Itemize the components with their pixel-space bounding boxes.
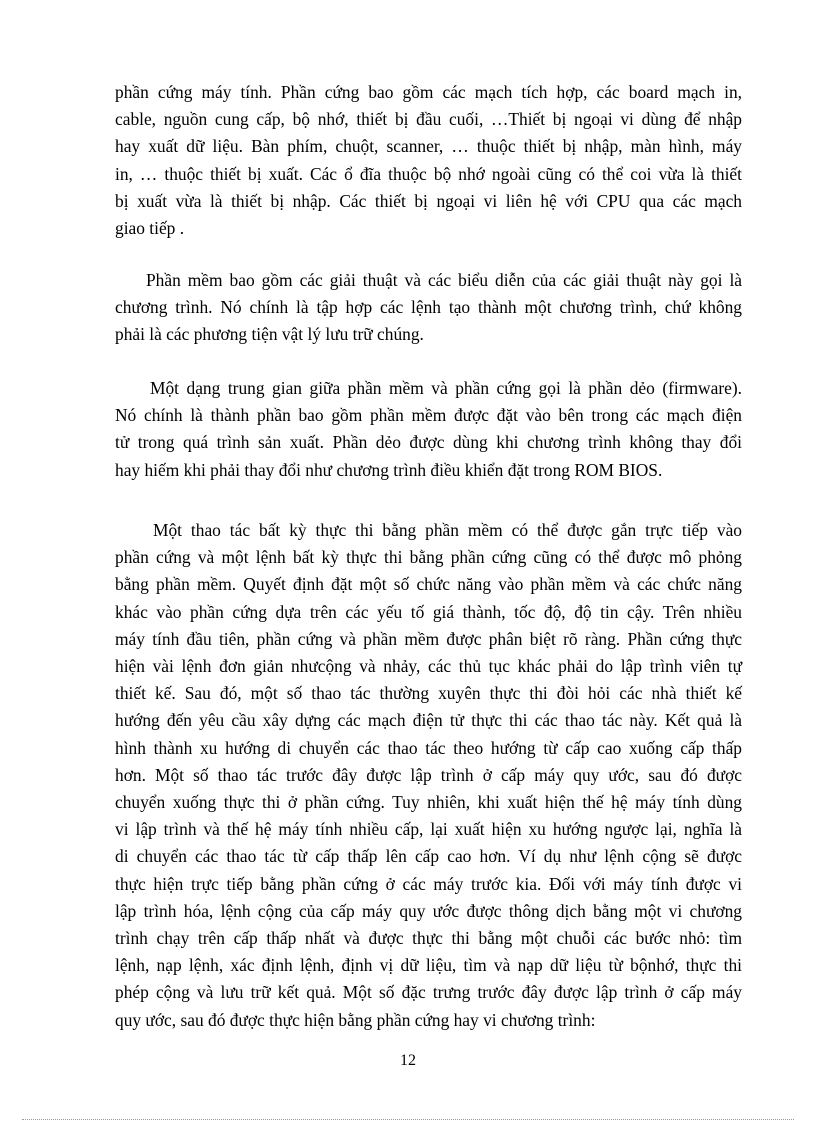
text-line: Phần mềm bao gồm các giải thuật và các biểu diễn của các giải thuật này gọi là [146, 270, 742, 290]
text-line: chuyển xuống thực thi ở phần cứng. Tuy nhiên, khi xuất hiện thế hệ máy tính dùng [115, 792, 742, 813]
text-line: thiết kế. Sau đó, một số thao tác thường xuyên thực thi đòi hỏi các nhà thiết kế [115, 683, 742, 704]
text-line: chương trình. Nó chính là tập hợp các lệnh tạo thành một chương trình, chứ không [115, 297, 742, 318]
text-line: lệnh, nạp lệnh, xác định lệnh, định vị dữ liệu, tìm và nạp dữ liệu từ bộnhớ, thực thi [115, 955, 742, 976]
paragraph-hardware [115, 79, 742, 242]
text-line: phần cứng và một lệnh bất kỳ thực thi bằng phần cứng cũng có thể được mô phỏng [115, 547, 742, 568]
text-line: tử trong quá trình sản xuất. Phần dẻo được dùng khi chương trình không thay đổi [115, 432, 742, 453]
text-line: bị xuất vừa là thiết bị nhập. Các thiết bị ngoại vi liên hệ với CPU qua các mạch [115, 190, 742, 211]
paragraph-software [115, 267, 742, 349]
text-line: hay xuất dữ liệu. Bàn phím, chuột, scanner, … thuộc thiết bị nhập, màn hình, máy [115, 136, 742, 157]
text-line: thực hiện trực tiếp bằng phần cứng ở các máy trước kia. Đối với máy tính được vi [115, 873, 742, 894]
text-line: in, … thuộc thiết bị xuất. Các ổ đĩa thuộc bộ nhớ ngoài cũng có thể coi vừa là thiết [115, 163, 742, 184]
text-line: phép cộng và lưu trữ kết quả. Một số đặc trưng trước đây được lập trình ở cấp máy [115, 982, 742, 1003]
text-line: phải là các phương tiện vật lý lưu trữ chúng. [115, 324, 424, 345]
page-number: 12 [400, 1052, 416, 1069]
text-line: bằng phần mềm. Quyết định đặt một số chức năng vào phần mềm và các chức năng [115, 574, 742, 595]
text-line: Một dạng trung gian giữa phần mềm và phần cứng gọi là phần dẻo (firmware). [150, 378, 742, 398]
text-line: lập trình hóa, lệnh cộng của cấp máy quy ước được thông dịch bằng một vi chương [115, 900, 742, 921]
page-bottom-divider [22, 1119, 794, 1120]
text-line: cable, nguồn cung cấp, bộ nhớ, thiết bị đầu cuối, …Thiết bị ngoại vi dùng để nhập [115, 109, 742, 130]
text-line: phần cứng máy tính. Phần cứng bao gồm các mạch tích hợp, các board mạch in, [115, 82, 742, 102]
text-line: hơn. Một số thao tác trước đây được lập trình ở cấp máy quy ước, sau đó được [115, 764, 742, 785]
text-line: di chuyển các thao tác từ cấp thấp lên cấp cao hơn. Ví dụ như lệnh cộng sẽ được [115, 846, 742, 867]
text-line: Một thao tác bất kỳ thực thi bằng phần mềm có thể được gắn trực tiếp vào [153, 520, 742, 540]
paragraph-operations [115, 517, 742, 1034]
text-line: vi lập trình và thế hệ máy tính nhiều cấp, lại xuất hiện xu hướng ngược lại, nghĩa là [115, 819, 742, 840]
text-line: trình chạy trên cấp thấp nhất và được thực thi bằng một chuỗi các bước nhỏ: tìm [115, 928, 742, 949]
text-line: quy ước, sau đó được thực hiện bằng phần cứng hay vi chương trình: [115, 1009, 596, 1030]
text-line: hiện vài lệnh đơn giản nhưcộng và nhảy, các thủ tục khác phải do lập trình viên tự [115, 656, 742, 677]
text-line: hướng đến yêu cầu xây dựng các mạch điện tử thực thi các thao tác này. Kết quả là [115, 710, 742, 731]
text-line: Nó chính là thành phần bao gồm phần mềm được đặt vào bên trong các mạch điện [115, 405, 742, 426]
text-line: khác vào phần cứng dựa trên các yếu tố giá thành, tốc độ, độ tin cậy. Trên nhiều [115, 601, 742, 622]
text-line: giao tiếp . [115, 218, 185, 239]
paragraph-firmware [115, 375, 742, 484]
text-line: hay hiếm khi phải thay đổi như chương trình điều khiển đặt trong ROM BIOS. [115, 459, 663, 480]
text-line: máy tính đầu tiên, phần cứng và phần mềm được phân biệt rõ ràng. Phần cứng thực [115, 628, 742, 649]
text-line: hình thành xu hướng di chuyển các thao tác theo hướng từ cấp cao xuống cấp thấp [115, 737, 742, 758]
